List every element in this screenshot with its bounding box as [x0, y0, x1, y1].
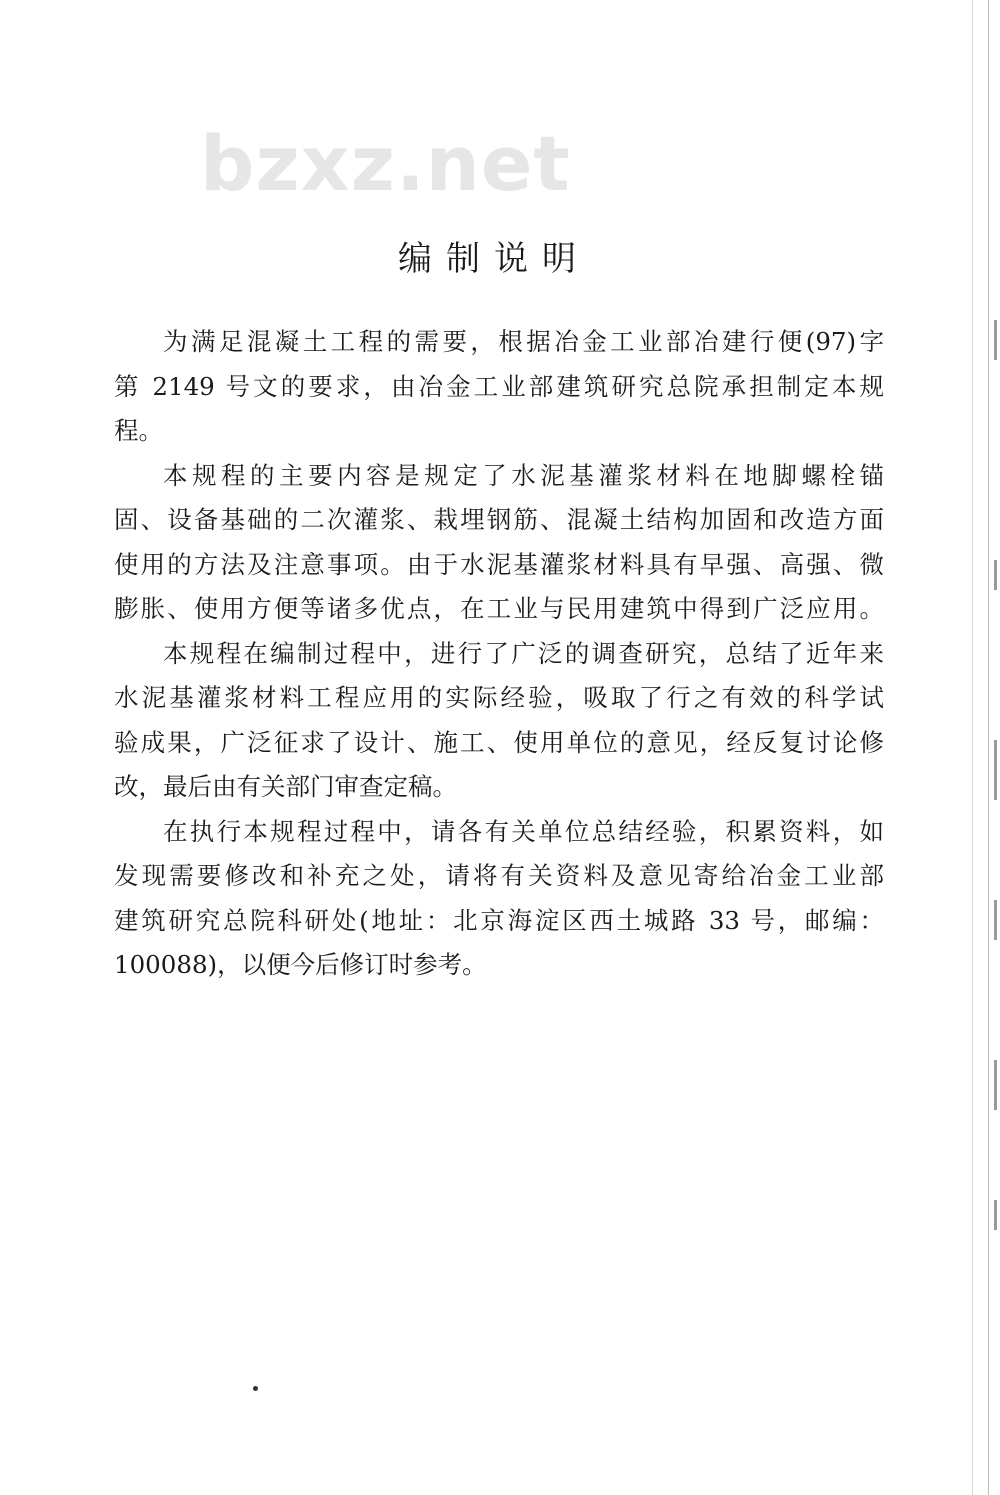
text-line: 验成果，广泛征求了设计、施工、使用单位的意见，经反复讨论修 [114, 727, 884, 757]
scan-edge-mark [994, 740, 997, 800]
text-line: 发现需要修改和补充之处，请将有关资料及意见寄给冶金工业部 [114, 861, 884, 890]
page-title: 编制说明 [398, 239, 590, 279]
paragraph-2 [114, 454, 884, 632]
text-line: 本规程的主要内容是规定了水泥基灌浆材料在地脚螺栓锚 [163, 460, 884, 490]
text-line: 固、设备基础的二次灌浆、栽埋钢筋、混凝土结构加固和改造方面 [114, 505, 884, 534]
text-line: 建筑研究总院科研处(地址：北京海淀区西土城路 33 号，邮编： [114, 905, 884, 935]
watermark: bzxz.net [200, 119, 571, 208]
scan-edge-mark [994, 1200, 997, 1230]
text-line: 为满足混凝土工程的需要，根据冶金工业部冶建行便(97)字 [163, 327, 884, 356]
text-line: 第 2149 号文的要求，由冶金工业部建筑研究总院承担制定本规 [114, 371, 884, 401]
paragraph-4 [114, 810, 884, 988]
page-dot [253, 1386, 258, 1391]
text-line: 在执行本规程过程中，请各有关单位总结经验，积累资料，如 [163, 816, 884, 846]
scan-edge-mark [994, 1060, 997, 1110]
scan-edge-line [988, 0, 989, 1495]
scan-edge-mark [994, 320, 997, 360]
paragraph-3 [114, 632, 884, 810]
scan-edge-mark [994, 560, 997, 590]
text-line: 程。 [114, 416, 163, 445]
scan-edge-mark [994, 900, 997, 940]
text-line: 100088)，以便今后修订时参考。 [114, 950, 487, 979]
text-line: 膨胀、使用方便等诸多优点，在工业与民用建筑中得到广泛应用。 [114, 594, 884, 623]
text-line: 本规程在编制过程中，进行了广泛的调查研究，总结了近年来 [163, 638, 884, 668]
text-line: 改，最后由有关部门审查定稿。 [114, 772, 457, 801]
text-line: 使用的方法及注意事项。由于水泥基灌浆材料具有早强、高强、微 [114, 549, 884, 579]
body-text [114, 320, 884, 988]
paragraph-1 [114, 320, 884, 454]
text-line: 水泥基灌浆材料工程应用的实际经验，吸取了行之有效的科学试 [114, 683, 884, 712]
scan-edge-line [972, 0, 973, 1495]
